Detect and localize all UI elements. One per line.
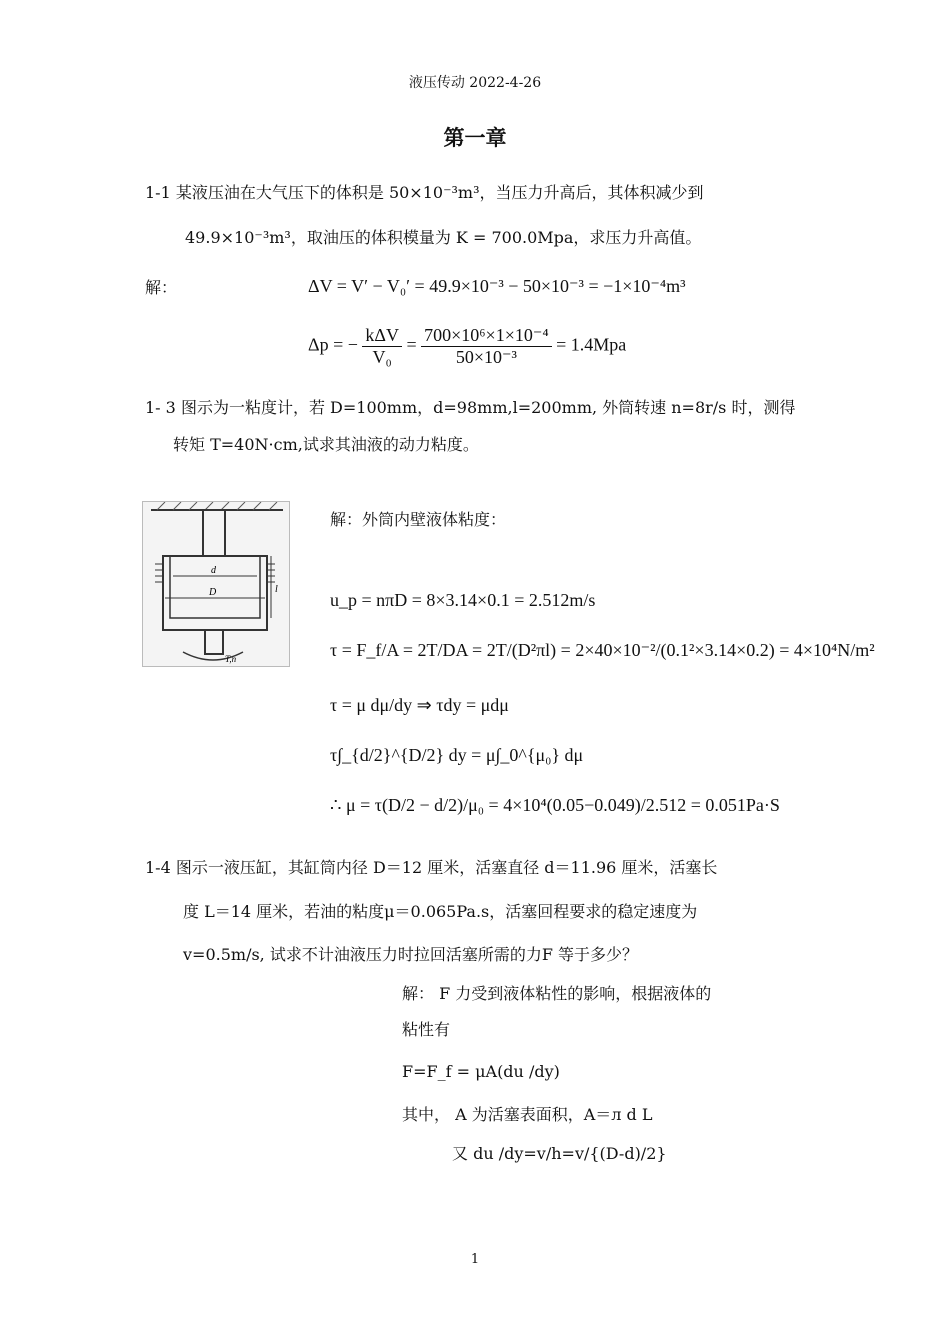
solution-label-1-1: 解：: [145, 278, 178, 297]
solution-1-4-line3: F=F_f = μA(du /dy): [402, 1062, 560, 1081]
equation-delta-p: Δp = − $\frac{\text{kΔV}}{\text{V₀}}$ = $\frac{\text{700×10⁶×1×10⁻⁴}}{\text{50×10⁻³}}$ = 1.4Mpa: [308, 325, 627, 367]
equation-tau: τ = F_f/A = 2T/DA = 2T/(D²πl) = 2×40×10⁻²/(0.1²×3.14×0.2) = 4×10⁴N/m²: [330, 640, 875, 660]
equation-delta-v: ΔV = V′ − V₀′ = 49.9×10⁻³ − 50×10⁻³ = −1×10⁻⁴m³: [308, 276, 686, 296]
problem-1-4-line3: v=0.5m/s, 试求不计油液压力时拉回活塞所需的力F 等于多少？: [183, 945, 639, 964]
solution-1-4-line4: 其中， A 为活塞表面积，A＝л d L: [402, 1105, 653, 1124]
fraction-numerator: 700×10⁶×1×10⁻⁴: [421, 325, 552, 347]
solution-1-4-line5: 又 du /dy=v/h=v/{(D-d)/2}: [452, 1144, 667, 1163]
problem-1-4-line2: 度 L＝14 厘米，若油的粘度μ＝0.065Pa.s，活塞回程要求的稳定速度为: [183, 902, 698, 921]
figure-label-Tn: T,n: [225, 654, 237, 664]
fraction-denominator: 50×10⁻³: [455, 347, 517, 367]
chapter-title: 第一章: [443, 126, 507, 150]
viscometer-figure: [142, 501, 290, 667]
problem-1-1-line2: 49.9×10⁻³m³，取油压的体积模量为 K = 700.0Mpa，求压力升高值。: [185, 228, 702, 247]
equation-mu-result: ∴ μ = τ(D/2 − d/2)/μ₀ = 4×10⁴(0.05−0.049)/2.512 = 0.051Pa·S: [330, 795, 780, 815]
solution-label-1-3: 解：外筒内壁液体粘度：: [330, 510, 507, 529]
solution-1-4-line1: 解： F 力受到液体粘性的影响，根据液体的: [402, 984, 712, 1003]
problem-1-3-line2: 转矩 T=40N·cm,试求其油液的动力粘度。: [173, 435, 479, 454]
problem-1-4-line1: 1-4 图示一液压缸，其缸筒内径 D＝12 厘米，活塞直径 d＝11.96 厘米，活塞长: [145, 858, 718, 877]
fraction-denominator: V₀: [372, 347, 392, 367]
equation-up: u_p = nπD = 8×3.14×0.1 = 2.512m/s: [330, 590, 596, 610]
problem-1-1-line1: 1-1 某液压油在大气压下的体积是 50×10⁻³m³，当压力升高后，其体积减少到: [145, 183, 704, 202]
problem-1-3-line1: 1- 3 图示为一粘度计，若 D=100mm，d=98mm,l=200mm, 外筒转速 n=8r/s 时，测得: [145, 398, 796, 417]
solution-1-4-line2: 粘性有: [402, 1020, 451, 1039]
figure-label-d: d: [211, 565, 216, 576]
fraction-numerator: kΔV: [362, 325, 402, 347]
fraction-values: [421, 325, 552, 368]
eq-delta-p-lhs: Δp = −: [308, 334, 358, 355]
equation-integral: τ∫_{d/2}^{D/2} dy = μ∫_0^{μ₀} dμ: [330, 745, 584, 765]
equation-tau-mu: τ = μ dμ/dy ⇒ τdy = μdμ: [330, 695, 509, 715]
eq-delta-p-result: = 1.4Mpa: [556, 334, 627, 355]
page-number: 1: [470, 1252, 480, 1267]
viscometer-diagram: [143, 502, 289, 666]
figure-label-D: D: [209, 587, 217, 598]
page-header: 液压传动 2022-4-26: [408, 75, 542, 91]
figure-label-l: l: [275, 584, 278, 595]
fraction-kdv-v0: [362, 325, 402, 368]
